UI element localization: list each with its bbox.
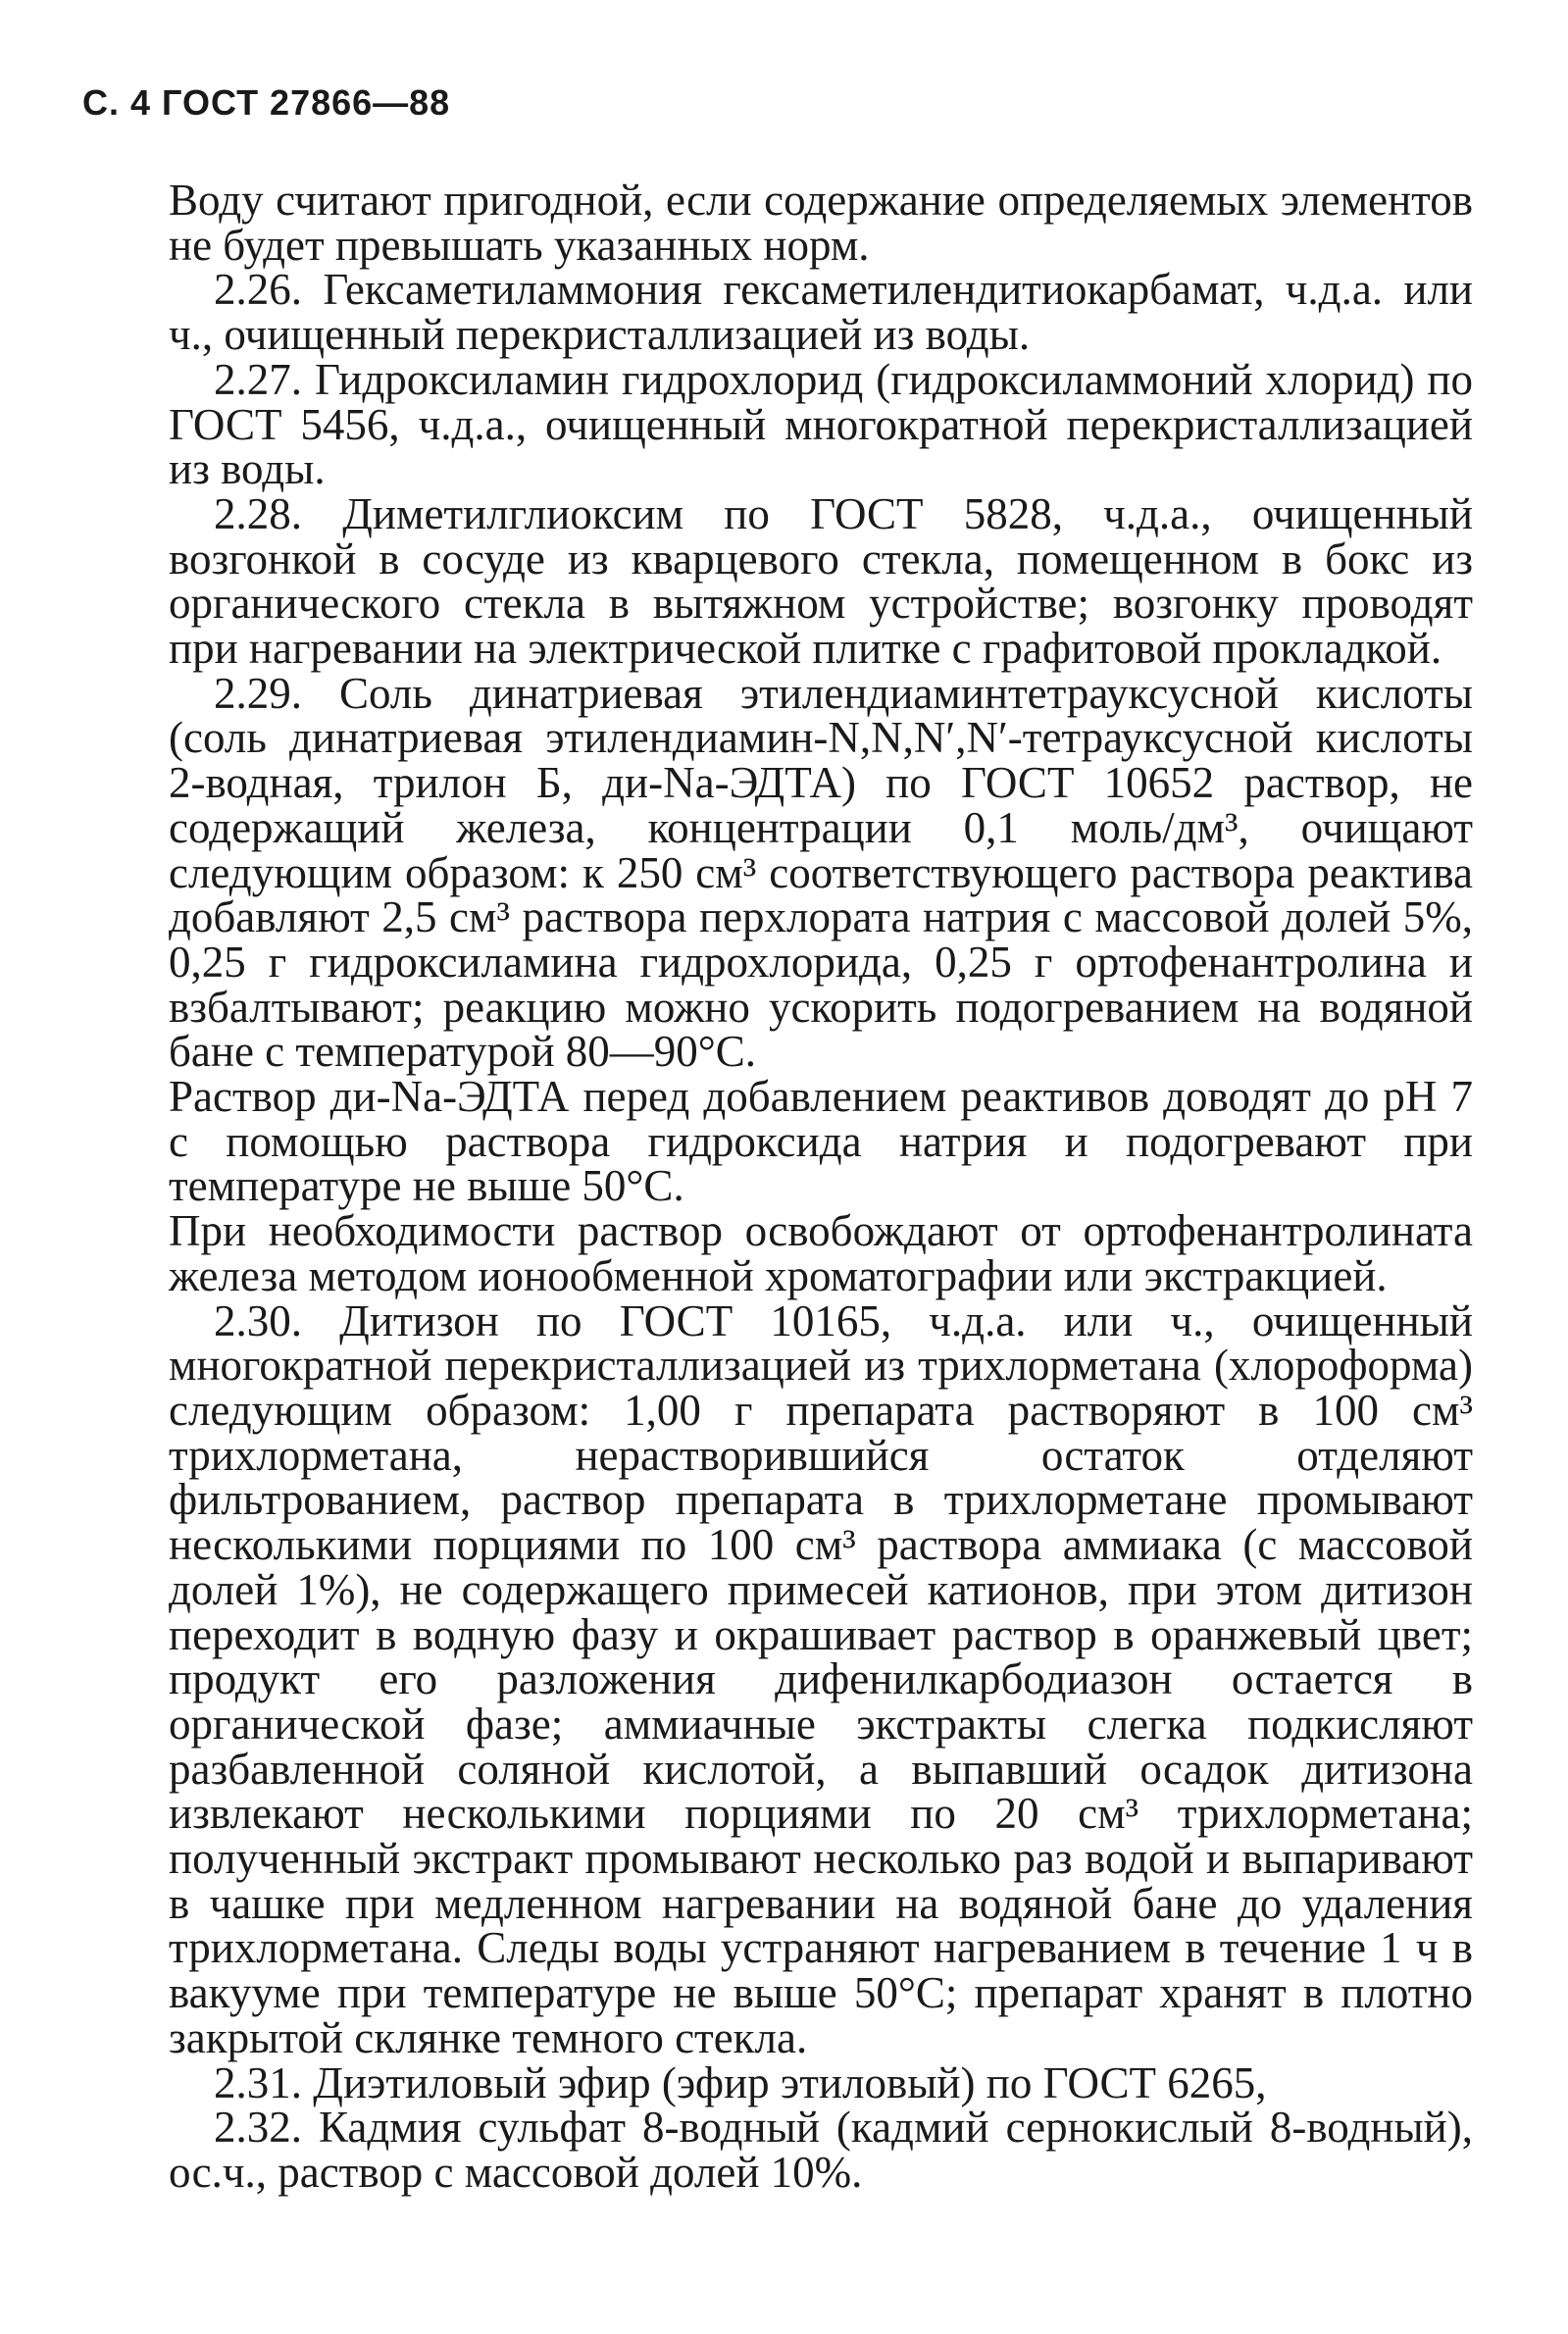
paragraph-2-31: 2.31. Диэтиловый эфир (эфир этиловый) по ГОСТ 6265, — [214, 2057, 1267, 2107]
paragraph-2-28: 2.28. Диметилглиоксим по ГОСТ 5828, ч.д.а., очищенный возгонкой в сосуде из кварцевого стекла, помещенном в бокс из органического стекла в вытяжном устройстве; возгонку проводят при нагревании на электрической плитке с графитовой прокладкой. — [169, 488, 1473, 674]
paragraph-2-26: 2.26. Гексаметиламмония гексаметилендитиокарбамат, ч.д.а. или ч., очищенный перекристаллизацией из воды. — [169, 265, 1473, 360]
paragraph-purification-note: При необходимости раствор освобождают от ортофенантролината железа методом ионообменной хроматографии или экстракцией. — [169, 1206, 1473, 1300]
paragraph-2-27: 2.27. Гидроксиламин гидрохлорид (гидроксиламмоний хлорид) по ГОСТ 5456, ч.д.а., очищенный многократной перекристаллизацией из воды. — [169, 354, 1473, 494]
page-header: С. 4 ГОСТ 27866—88 — [82, 82, 451, 123]
document-body — [169, 178, 1473, 2196]
paragraph-intro: Воду считают пригодной, если содержание определяемых элементов не будет превышать указанных норм. — [169, 176, 1473, 270]
paragraph-2-30: 2.30. Дитизон по ГОСТ 10165, ч.д.а. или ч., очищенный многократной перекристаллизацией из трихлорметана (хлороформа) следующим образом: 1,00 г препарата растворяют в 100 см³ трихлорметана, нерастворившийся остаток отделяют фильтрованием, раствор препарата в трихлорметане промывают несколькими порциями по 100 см³ раствора аммиака (с массовой долей 1%), не содержащего примесей катионов, при этом дитизон переходит в водную фазу и окрашивает раствор в оранжевый цвет; продукт его разложения дифенилкарбодиазон остается в органической фазе; аммиачные экстракты слегка подкисляют разбавленной соляной кислотой, а выпавший осадок дитизона извлекают несколькими порциями по 20 см³ трихлорметана; полученный экстракт промывают несколько раз водой и выпаривают в чашке при медленном нагревании на водяной бане до удаления трихлорметана. Следы воды устраняют нагреванием в течение 1 ч в вакууме при температуре не выше 50°С; препарат хранят в плотно закрытой склянке темного стекла. — [169, 1295, 1473, 2062]
paragraph-edta-note: Раствор ди-Na-ЭДТА перед добавлением реактивов доводят до pH 7 с помощью раствора гидроксида натрия и подогревают при температуре не выше 50°С. — [169, 1072, 1473, 1211]
paragraph-2-29: 2.29. Соль динатриевая этилендиаминтетрауксусной кислоты (соль динатриевая этилендиамин-N,N,N′,N′-тетрауксусной кислоты 2-водная, трилон Б, ди-Na-ЭДТА) по ГОСТ 10652 раствор, не содержащий железа, концентрации 0,1 моль/дм³, очищают следующим образом: к 250 см³ соответствующего раствора реактива добавляют 2,5 см³ раствора перхлората натрия с массовой долей 5%, 0,25 г гидроксиламина гидрохлорида, 0,25 г ортофенантролина и взбалтывают; реакцию можно ускорить подогреванием на водяной бане с температурой 80—90°С. — [169, 668, 1473, 1077]
paragraph-2-32: 2.32. Кадмия сульфат 8-водный (кадмий сернокислый 8-водный), ос.ч., раствор с массовой долей 10%. — [169, 2103, 1473, 2197]
